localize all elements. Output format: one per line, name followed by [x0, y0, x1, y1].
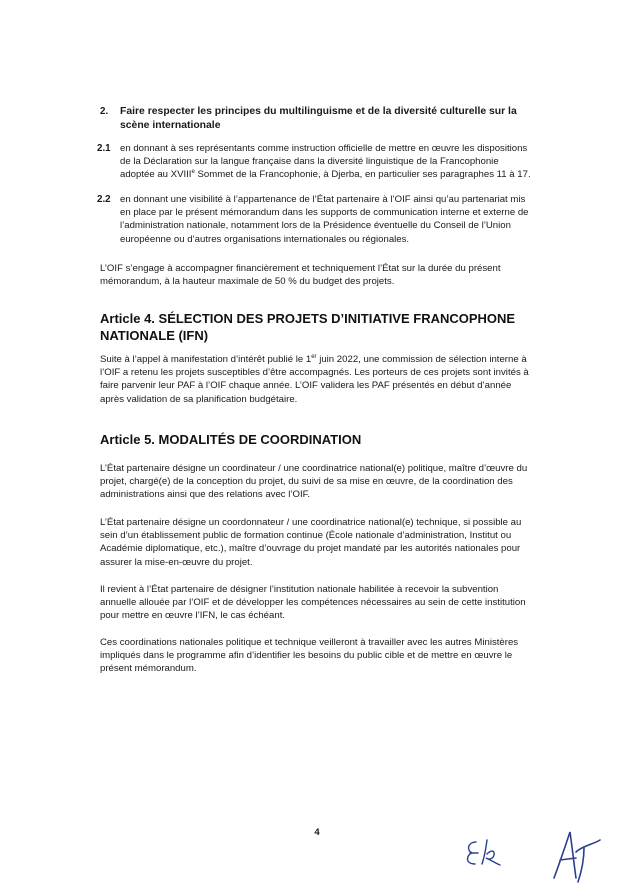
- handwritten-initials-1: [462, 834, 516, 874]
- article-4-paragraph: [100, 353, 534, 406]
- item-number-2-1: 2.1: [97, 143, 111, 154]
- article-5-paragraph-1: L’État partenaire désigne un coordinateur / une coordinatrice national(e) politique, maître d’œuvre du projet, chargé(e) de la conception du projet, du suivi de sa mise en œuvre, de la coordination des administrations ainsi que des relations avec l’OIF.: [100, 463, 528, 501]
- section-number: 2.: [100, 106, 109, 117]
- page-number: 4: [314, 827, 320, 838]
- article-4-text-part2: juin 2022, une commission de sélection interne à l’OIF a retenu les projets susceptibles d’être accompagnés. Les porteurs de ces projets sont invités à faire parvenir leur PAF à l’OIF chaque année. L’OIF validera les PAF présentés en début d’année après validation de sa planification budgétaire.: [100, 354, 529, 405]
- commitment-paragraph: L’OIF s’engage à accompagner financièrement et techniquement l’État sur la durée du présent mémorandum, à la hauteur maximale de 50 % du budget des projets.: [100, 263, 501, 288]
- article-5-paragraph-3: Il revient à l’État partenaire de désigner l’institution nationale habilitée à recevoir la subvention annuelle allouée par l’OIF et de développer les compétences nécessaires au sein de cette institution pour mettre en œuvre l’IFN, le cas échéant.: [100, 584, 526, 622]
- item-text-2-2: en donnant une visibilité à l’appartenance de l’État partenaire à l’OIF ainsi qu’au partenariat mis en place par le présent mémorandum dans les supports de communication interne et externe de l’administration nationale, notamment lors de la Présidence éventuelle du Conseil de l’Union européenne ou d’autres organisations internationales ou régionales.: [120, 194, 529, 245]
- article-5-paragraph-4: Ces coordinations nationales politique et technique veilleront à travailler avec les autres Ministères impliqués dans le programme afin d’identifier les besoins du public cible et de mettre en œuvre le présent mémorandum.: [100, 637, 519, 675]
- item-number-2-2: 2.2: [97, 194, 111, 205]
- article-5-paragraph-2: L’État partenaire désigne un coordonnateur / une coordinatrice national(e) technique, si possible au sein d’un établissement public de formation continue (École nationale d’administration, Institut ou Académie diplomatique, etc.), maître d’ouvrage du projet mandaté par les autorités nationales pour assurer la mise-en-œuvre du projet.: [100, 517, 522, 568]
- article-5-title: Article 5. MODALITÉS DE COORDINATION: [100, 432, 362, 447]
- article-4-sup: er: [311, 353, 317, 360]
- item-text-2-1: [120, 142, 534, 182]
- item-text-2-1-part1: en donnant à ses représentants comme instruction officielle de mettre en œuvre les dispositions de la Déclaration sur la langue française dans la diversité linguistique de la Francophonie adoptée au XVIII: [120, 143, 528, 181]
- article-4-text-part1: Suite à l’appel à manifestation d’intérêt publié le 1: [100, 354, 312, 365]
- section-title: Faire respecter les principes du multilinguisme et de la diversité culturelle sur la scène internationale: [120, 106, 517, 131]
- handwritten-initials-2: [548, 826, 608, 888]
- item-text-2-1-part2: Sommet de la Francophonie, à Djerba, en particulier ses paragraphes 11 à 17.: [194, 169, 531, 181]
- article-4-title: Article 4. SÉLECTION DES PROJETS D’INITIATIVE FRANCOPHONE NATIONALE (IFN): [100, 311, 516, 343]
- item-text-2-1-sup: e: [191, 169, 195, 176]
